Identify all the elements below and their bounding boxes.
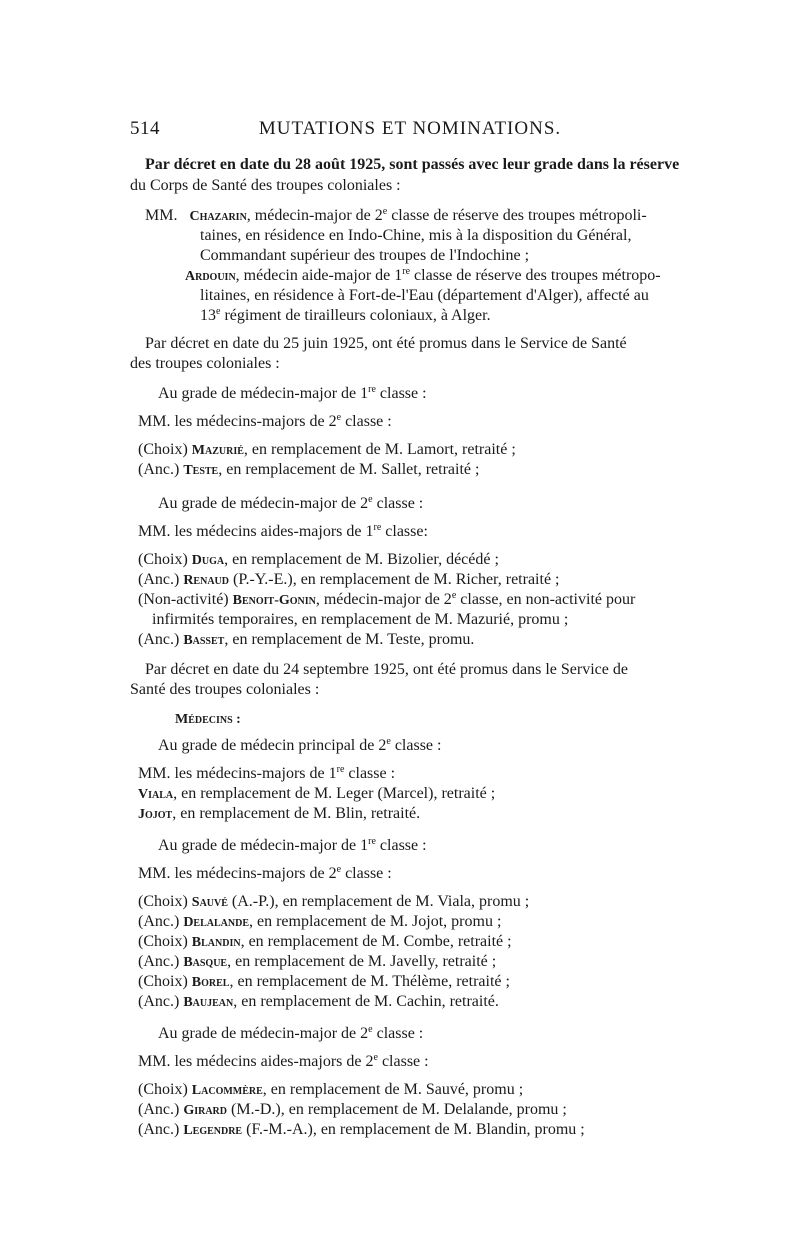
list-item: Jojot, en remplacement de M. Blin, retraité. (138, 805, 421, 822)
running-title: MUTATIONS ET NOMINATIONS. (258, 118, 562, 139)
mm-line: MM. les médecins-majors de 2e classe : (138, 412, 392, 430)
person-name: Duga (191, 553, 225, 568)
person-name: Mazurié (191, 443, 244, 458)
list-item: (Anc.) Renaud (P.-Y.-E.), en remplacement de M. Richer, retraité ; (138, 571, 560, 588)
person-name: Girard (183, 1103, 227, 1118)
person-name: Benoit-Gonin (232, 593, 316, 608)
person-name: Legendre (183, 1123, 243, 1138)
person-name: Baujean (183, 995, 234, 1010)
person-name: Chazarin (189, 209, 247, 224)
list-item: (Anc.) Delalande, en remplacement de M. Jojot, promu ; (138, 913, 502, 930)
list-item: Ardouin, médecin aide-major de 1re classe de réserve des troupes métropo- (185, 266, 661, 284)
list-item: (Non-activité) Benoit-Gonin, médecin-major de 2e classe, en non-activité pour (138, 590, 636, 608)
list-item: (Choix) Duga, en remplacement de M. Bizolier, décédé ; (138, 551, 499, 568)
list-item: (Anc.) Baujean, en remplacement de M. Cachin, retraité. (138, 993, 499, 1010)
list-item: (Choix) Mazurié, en remplacement de M. Lamort, retraité ; (138, 441, 516, 458)
mm-line: MM. les médecins-majors de 2e classe : (138, 864, 392, 882)
list-item: (Choix) Borel, en remplacement de M. Thélème, retraité ; (138, 973, 510, 990)
person-name: Sauvé (191, 895, 228, 910)
list-item: (Choix) Blandin, en remplacement de M. Combe, retraité ; (138, 933, 512, 950)
person-name: Basque (183, 955, 228, 970)
list-item: (Anc.) Teste, en remplacement de M. Sallet, retraité ; (138, 461, 480, 478)
category-heading: Médecins : (175, 712, 241, 727)
person-name: Renaud (183, 573, 229, 588)
grade-heading: Au grade de médecin principal de 2e classe : (158, 736, 442, 754)
list-item: (Anc.) Basset, en remplacement de M. Teste, promu. (138, 631, 475, 648)
grade-heading: Au grade de médecin-major de 2e classe : (158, 494, 424, 512)
person-name: Basset (183, 633, 225, 648)
person-name: Blandin (191, 935, 241, 950)
grade-heading: Au grade de médecin-major de 2e classe : (158, 1024, 424, 1042)
person-name: Ardouin (185, 269, 236, 284)
list-item: (Choix) Sauvé (A.-P.), en remplacement de M. Viala, promu ; (138, 893, 530, 910)
text-line: litaines, en résidence à Fort-de-l'Eau (département d'Alger), affecté au (200, 287, 649, 304)
mm-line: MM. les médecins-majors de 1re classe : (138, 764, 396, 782)
person-name: Delalande (183, 915, 249, 930)
page-number: 514 (130, 118, 160, 139)
list-item: (Anc.) Legendre (F.-M.-A.), en remplacement de M. Blandin, promu ; (138, 1121, 585, 1138)
running-header (130, 118, 690, 148)
list-item: (Anc.) Basque, en remplacement de M. Javelly, retraité ; (138, 953, 497, 970)
person-name: Lacommère (191, 1083, 263, 1098)
text-line: Commandant supérieur des troupes de l'Indochine ; (200, 247, 530, 264)
text-line: 13e régiment de tirailleurs coloniaux, à Alger. (200, 306, 491, 324)
grade-heading: Au grade de médecin-major de 1re classe : (158, 384, 427, 402)
decree-intro-line: du Corps de Santé des troupes coloniales : (130, 177, 401, 194)
list-item: MM. Chazarin, médecin-major de 2e classe de réserve des troupes métropoli- (145, 206, 647, 224)
decree-intro-line: Par décret en date du 25 juin 1925, ont été promus dans le Service de Santé (145, 335, 627, 352)
person-name: Borel (191, 975, 230, 990)
mm-line: MM. les médecins aides-majors de 1re classe: (138, 522, 428, 540)
mm-line: MM. les médecins aides-majors de 2e classe : (138, 1052, 429, 1070)
list-item: Viala, en remplacement de M. Leger (Marcel), retraité ; (138, 785, 496, 802)
mm-label: MM. (145, 207, 178, 224)
decree-intro-line: Par décret en date du 24 septembre 1925, ont été promus dans le Service de (145, 661, 628, 678)
person-name: Jojot (138, 807, 173, 822)
decree-intro-line: Santé des troupes coloniales : (130, 681, 320, 698)
text-line: infirmités temporaires, en remplacement de M. Mazurié, promu ; (152, 611, 569, 628)
text-line: taines, en résidence en Indo-Chine, mis à la disposition du Général, (200, 227, 632, 244)
decree-intro-line: Par décret en date du 28 août 1925, sont passés avec leur grade dans la réserve (145, 156, 680, 173)
grade-heading: Au grade de médecin-major de 1re classe : (158, 836, 427, 854)
decree-intro-line: des troupes coloniales : (130, 355, 280, 372)
list-item: (Choix) Lacommère, en remplacement de M. Sauvé, promu ; (138, 1081, 524, 1098)
person-name: Teste (183, 463, 219, 478)
person-name: Viala (138, 787, 174, 802)
list-item: (Anc.) Girard (M.-D.), en remplacement de M. Delalande, promu ; (138, 1101, 567, 1118)
